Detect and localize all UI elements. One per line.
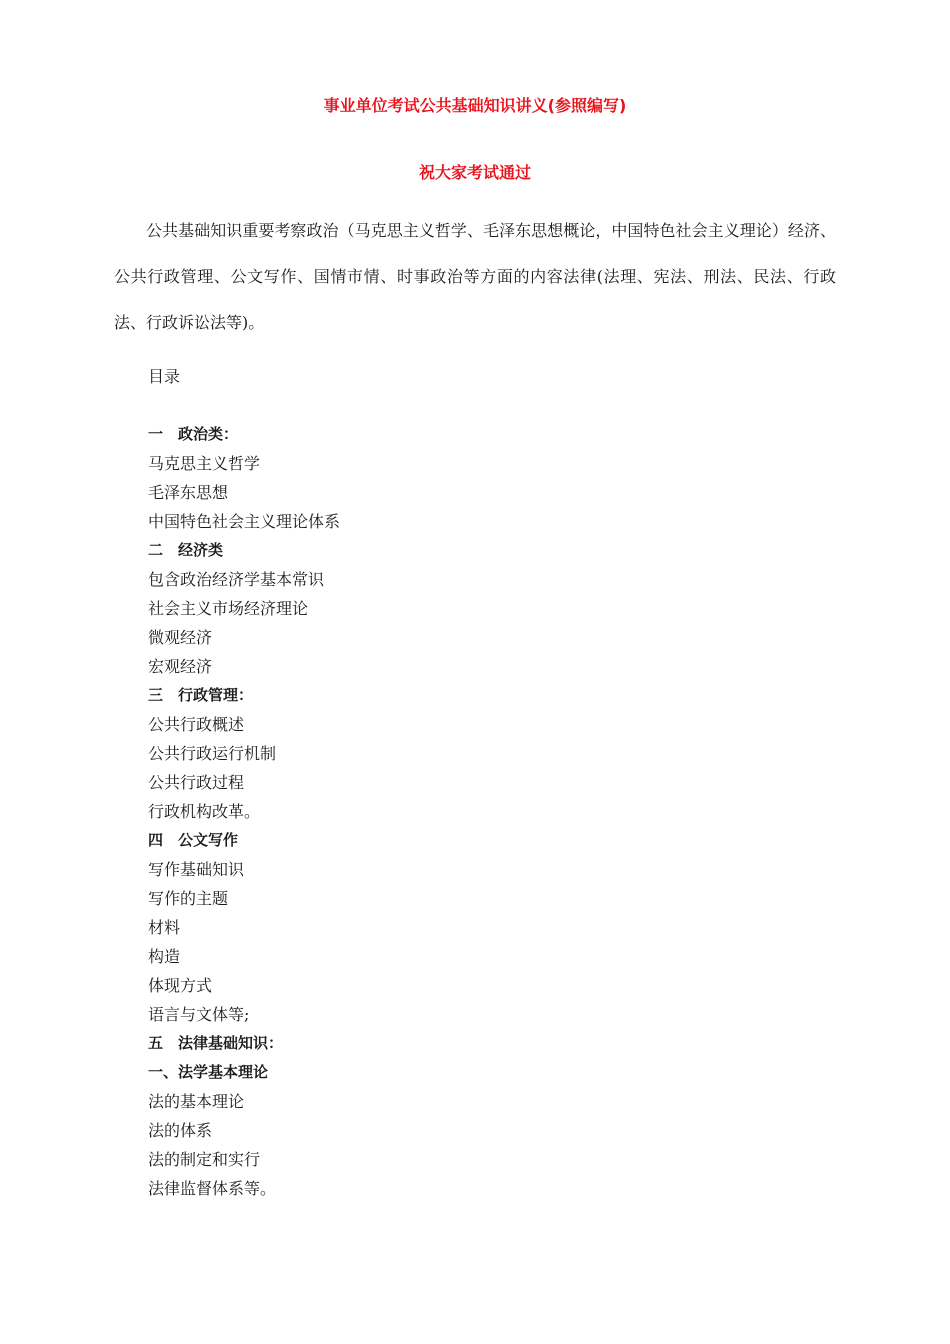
toc-heading: 一 政治类： bbox=[148, 425, 239, 443]
toc-item: 写作的主题 bbox=[148, 889, 229, 908]
document-title: 事业单位考试公共基础知识讲义(参照编写) bbox=[323, 96, 627, 115]
table-of-contents bbox=[148, 420, 340, 1203]
toc-item: 写作基础知识 bbox=[148, 860, 245, 879]
toc-item: 公共行政概述 bbox=[148, 715, 245, 734]
toc-item: 包含政治经济学基本常识 bbox=[148, 570, 325, 589]
toc-item: 毛泽东思想 bbox=[148, 483, 229, 502]
toc-item: 中国特色社会主义理论体系 bbox=[148, 512, 341, 531]
toc-heading: 一、法学基本理论 bbox=[148, 1063, 269, 1081]
toc-item: 法的基本理论 bbox=[148, 1092, 245, 1111]
document-subtitle: 祝大家考试通过 bbox=[418, 163, 531, 182]
toc-item: 构造 bbox=[148, 947, 181, 966]
toc-item: 马克思主义哲学 bbox=[148, 454, 261, 473]
toc-label: 目录 bbox=[148, 367, 181, 386]
toc-item: 行政机构改革。 bbox=[148, 802, 261, 821]
toc-heading: 四 公文写作 bbox=[148, 831, 239, 849]
toc-item: 微观经济 bbox=[148, 628, 213, 647]
toc-heading: 五 法律基础知识： bbox=[148, 1034, 284, 1052]
toc-item: 法的制定和实行 bbox=[148, 1150, 261, 1169]
intro-paragraph: 公共基础知识重要考察政治（马克思主义哲学、毛泽东思想概论，中国特色社会主义理论）经济、公共行政管理、公文写作、国情市情、时事政治等方面的内容法律(法理、宪法、刑法、民法、行政法、行政诉讼法等)。 bbox=[114, 221, 836, 332]
toc-item: 法的体系 bbox=[148, 1121, 213, 1140]
toc-item: 材料 bbox=[148, 918, 181, 937]
toc-item: 公共行政运行机制 bbox=[148, 744, 277, 763]
toc-item: 社会主义市场经济理论 bbox=[148, 599, 309, 618]
toc-item: 宏观经济 bbox=[148, 657, 213, 676]
toc-item: 语言与文体等; bbox=[148, 1005, 250, 1024]
toc-item: 体现方式 bbox=[148, 976, 213, 995]
toc-heading: 三 行政管理： bbox=[148, 686, 254, 704]
toc-item: 公共行政过程 bbox=[148, 773, 245, 792]
toc-heading: 二 经济类 bbox=[148, 541, 224, 559]
toc-item: 法律监督体系等。 bbox=[148, 1179, 277, 1198]
